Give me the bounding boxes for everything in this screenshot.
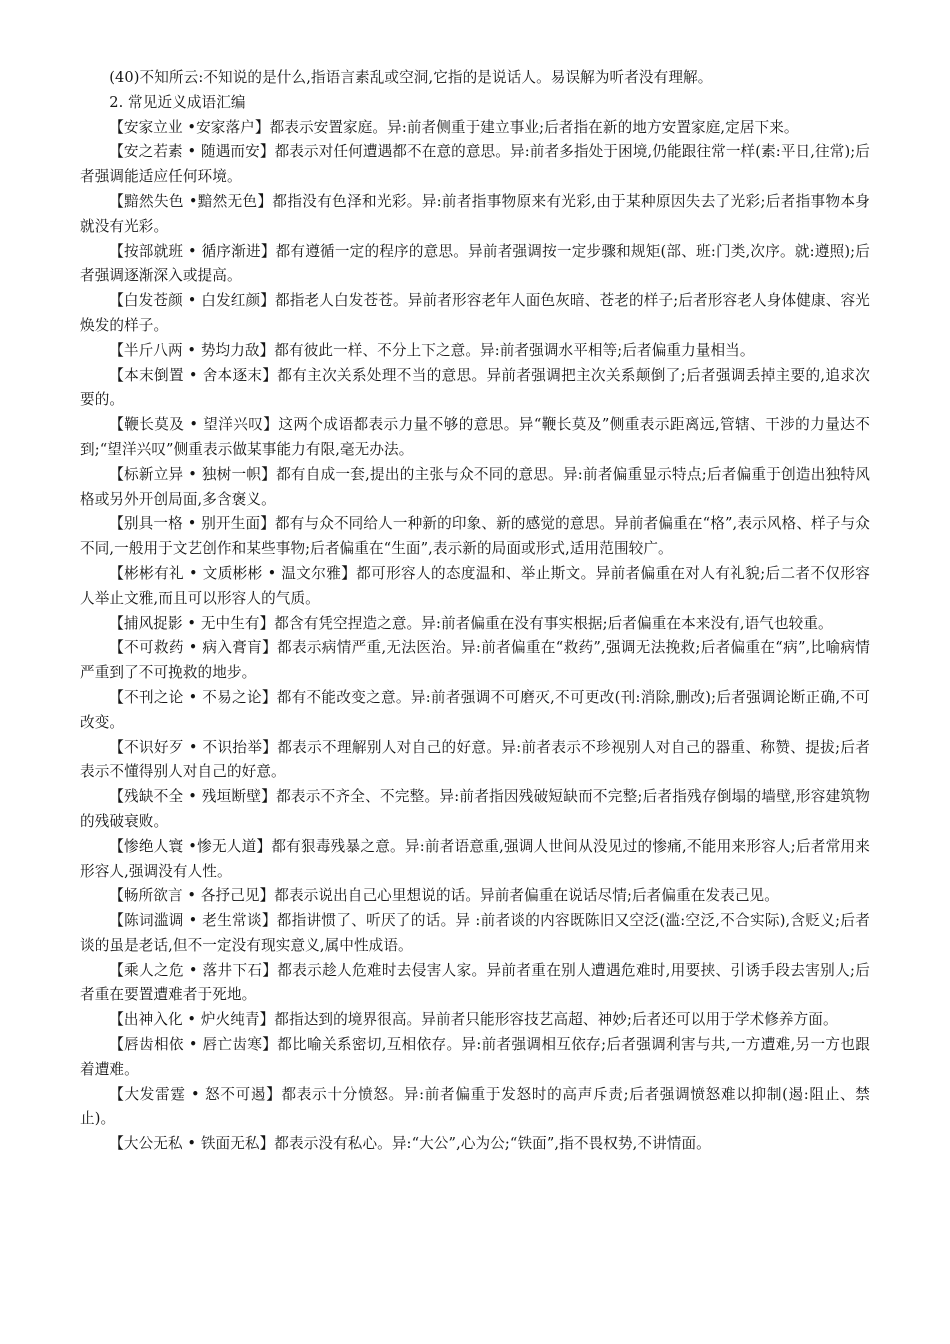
idiom-entry: 【半斤八两 • 势均力敌】都有彼此一样、不分上下之意。异:前者强调水平相等;后者偏重力量相当。: [109, 341, 755, 359]
idiom-entry: 【鞭长莫及 • 望洋兴叹】这两个成语都表示力量不够的意思。异“鞭长莫及”侧重表示距离远,管辖、干涉的力量达不到;“望洋兴叹”侧重表示做某事能力有限,毫无办法。: [80, 416, 870, 458]
idiom-entry: 【黯然失色 •黯然无色】都指没有色泽和光彩。异:前者指事物原来有光彩,由于某种原因失去了光彩;后者指事物本身就没有光彩。: [80, 192, 870, 235]
idiom-entry: 【标新立异 • 独树一帜】都有自成一套,提出的主张与众不同的意思。异:前者偏重显示特点;后者偏重于创造出独特风格或另外开创局面,多含褒义。: [80, 465, 870, 508]
idiom-entry: 【不可救药 • 病入膏肓】都表示病情严重,无法医治。异:前者偏重在“救药”,强调无法挽救;后者偏重在“病”,比喻病情严重到了不可挽救的地步。: [80, 639, 870, 682]
idiom-entry: 【惨绝人寰 •惨无人道】都有狠毒残暴之意。异:前者语意重,强调人世间从没见过的惨痛,不能用来形容人;后者常用来形容人,强调没有人性。: [80, 837, 870, 880]
idiom-entry: 【安之若素 • 随遇而安】都表示对任何遭遇都不在意的意思。异:前者多指处于困境,仍能跟往常一样(素:平日,往常);后者强调能适应任何环境。: [80, 143, 870, 186]
idiom-entry: 【出神入化 • 炉火纯青】都指达到的境界很高。异前者只能形容技艺高超、神妙;后者还可以用于学术修养方面。: [109, 1011, 838, 1029]
idiom-entry: 【残缺不全 • 残垣断壁】都表示不齐全、不完整。异:前者指因残破短缺而不完整;后者指残存倒塌的墙壁,形容建筑物的残破衰败。: [80, 788, 870, 830]
idiom-entry: 【畅所欲言 • 各抒己见】都表示说出自己心里想说的话。异前者偏重在说话尽情;后者偏重在发表己见。: [109, 887, 779, 905]
idiom-entry: 【别具一格 • 别开生面】都有与众不同给人一种新的印象、新的感觉的意思。异前者偏重在“格”,表示风格、样子与众不同,一般用于文艺创作和某些事物;后者偏重在“生面”,表示新的局面或形式,适用范围较广。: [80, 515, 870, 558]
idiom-entry: 【唇齿相依 • 唇亡齿寒】都比喻关系密切,互相依存。异:前者强调相互依存;后者强调利害与共,一方遭难,另一方也跟着遭难。: [80, 1036, 870, 1078]
idiom-entry: 【不识好歹 • 不识抬举】都表示不理解别人对自己的好意。异:前者表示不珍视别人对自己的器重、称赞、提拔;后者表示不懂得别人对自己的好意。: [80, 738, 870, 781]
idiom-entry: 【大公无私 • 铁面无私】都表示没有私心。异:“大公”,心为公;“铁面”,指不畏权势,不讲情面。: [109, 1135, 711, 1153]
paragraph-40-item: (40)不知所云:不知说的是什么,指语言素乱或空洞,它指的是说话人。易误解为听者没有理解。: [109, 69, 713, 86]
idiom-entry: 【按部就班 • 循序渐进】都有遵循一定的程序的意思。异前者强调按一定步骤和规矩(部、班:门类,次序。就:遵照);后者强调逐渐深入或提高。: [80, 242, 870, 285]
section-heading: 2. 常见近义成语汇编: [109, 93, 246, 111]
idiom-entry: 【乘人之危 • 落井下石】都表示趁人危难时去侵害人家。异前者重在别人遭遇危难时,用要挟、引诱手段去害别人;后者重在要置遭难者于死地。: [80, 961, 870, 1004]
idiom-entry: 【安家立业 •安家落户】都表示安置家庭。异:前者侧重于建立事业;后者指在新的地方安置家庭,定居下来。: [109, 118, 799, 136]
idiom-entry: 【不刊之论 • 不易之论】都有不能改变之意。异:前者强调不可磨灭,不可更改(刊:消除,删改);后者强调论断正确,不可改变。: [80, 688, 870, 731]
idiom-entry: 【捕风捉影 • 无中生有】都含有凭空捏造之意。异:前者偏重在没有事实根据;后者偏重在本来没有,语气也较重。: [109, 614, 833, 632]
idiom-entry: 【本末倒置 • 舍本逐末】都有主次关系处理不当的意思。异前者强调把主次关系颠倒了;后者强调丢掉主要的,追求次要的。: [80, 366, 870, 409]
idiom-entry: 【白发苍颜 • 白发红颜】都指老人白发苍苍。异前者形容老年人面色灰暗、苍老的样子;后者形容老人身体健康、容光焕发的样子。: [80, 292, 870, 334]
idiom-entry: 【陈词滥调 • 老生常谈】都指讲惯了、听厌了的话。异 :前者谈的内容既陈旧又空泛(滥:空泛,不合实际),含贬义;后者谈的虽是老话,但不一定没有现实意义,属中性成语。: [80, 912, 870, 954]
idiom-entry: 【彬彬有礼 • 文质彬彬 • 温文尔雅】都可形容人的态度温和、举止斯文。异前者偏重在对人有礼貌;后二者不仅形容人举止文雅,而且可以形容人的气质。: [80, 564, 870, 607]
idiom-entry: 【大发雷霆 • 怒不可遏】都表示十分愤怒。异:前者偏重于发怒时的高声斥责;后者强调愤怒难以抑制(遏:阻止、禁止)。: [80, 1085, 870, 1128]
